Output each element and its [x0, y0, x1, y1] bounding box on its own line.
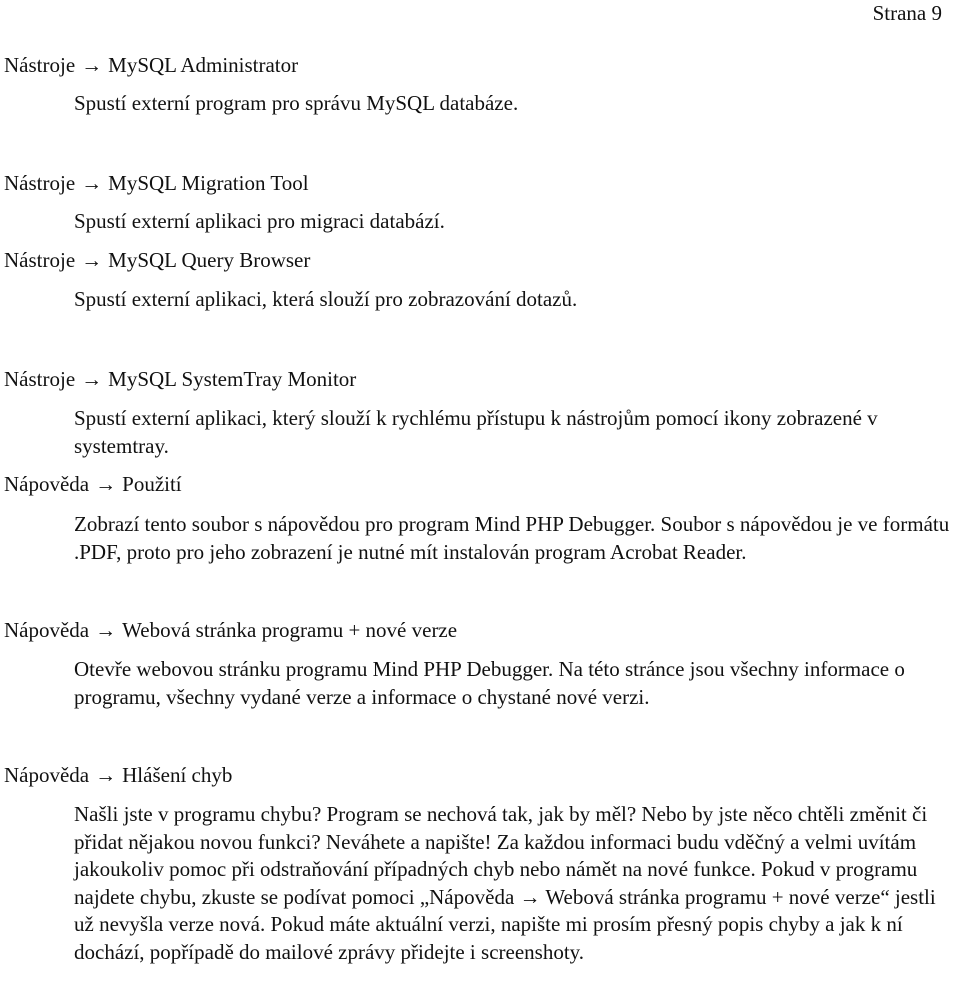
menu-path-mysql-systemtray-monitor	[4, 366, 356, 392]
arrow-icon: →	[81, 53, 103, 77]
menu-name: Nástroje	[4, 53, 76, 77]
arrow-icon: →	[95, 618, 117, 642]
menu-name: Nápověda	[4, 763, 90, 787]
arrow-icon: →	[95, 472, 117, 496]
menu-name: Nástroje	[4, 367, 76, 391]
menu-item-name: Použití	[122, 472, 182, 496]
menu-name: Nápověda	[4, 618, 90, 642]
arrow-icon: →	[81, 171, 103, 195]
description-napoveda-hlaseni-chyb: Našli jste v programu chybu? Program se nechová tak, jak by měl? Nebo by jste něco chtěli změnit či přidat nějakou novou funkci? Neváhete a napište! Za každou informaci budu vděčný a velmi uvítám jakoukoliv pomoc při odstraňování případných chyb nebo námět na nové funkce. Pokud v programu najdete chybu, zkuste se podívat pomoci „Nápověda → Webová stránka programu + nové verze“ jestli už nevyšla verze nová. Pokud máte aktuální verzi, napište mi prosím přesný popis chyby a jak k ní dochází, popřípadě do mailové zprávy přidejte i screenshoty.	[74, 802, 936, 964]
description-napoveda-webova-stranka: Otevře webovou stránku programu Mind PHP Debugger. Na této stránce jsou všechny informace o programu, všechny vydané verze a informace o chystané nové verzi.	[74, 657, 905, 709]
arrow-icon: →	[95, 763, 117, 787]
menu-path-mysql-query-browser	[4, 247, 310, 273]
description-napoveda-pouziti: Zobrazí tento soubor s nápovědou pro program Mind PHP Debugger. Soubor s nápovědou je ve formátu .PDF, proto pro jeho zobrazení je nutné mít instalován program Acrobat Reader.	[74, 512, 950, 564]
description-mysql-query-browser: Spustí externí aplikaci, která slouží pro zobrazování dotazů.	[74, 287, 578, 311]
menu-name: Nástroje	[4, 171, 76, 195]
description-mysql-administrator: Spustí externí program pro správu MySQL databáze.	[74, 91, 519, 115]
menu-item-name: MySQL Administrator	[108, 53, 299, 77]
menu-path-napoveda-hlaseni-chyb	[4, 762, 232, 788]
menu-item-name: Webová stránka programu + nové verze	[122, 618, 458, 642]
description-mysql-systemtray-monitor: Spustí externí aplikaci, který slouží k rychlému přístupu k nástrojům pomocí ikony zobrazené v systemtray.	[74, 406, 878, 458]
menu-item-name: MySQL Migration Tool	[108, 171, 309, 195]
arrow-icon: →	[81, 367, 103, 391]
menu-item-name: MySQL SystemTray Monitor	[108, 367, 357, 391]
menu-name: Nápověda	[4, 472, 90, 496]
menu-path-napoveda-webova-stranka	[4, 617, 457, 643]
menu-path-mysql-migration-tool	[4, 170, 309, 196]
arrow-icon: →	[81, 248, 103, 272]
menu-path-napoveda-pouziti	[4, 471, 182, 497]
description-mysql-migration-tool: Spustí externí aplikaci pro migraci databází.	[74, 209, 445, 233]
menu-item-name: MySQL Query Browser	[108, 248, 311, 272]
page-number: Strana 9	[872, 1, 942, 25]
menu-item-name: Hlášení chyb	[122, 763, 233, 787]
menu-name: Nástroje	[4, 248, 76, 272]
menu-path-mysql-administrator	[4, 52, 298, 78]
